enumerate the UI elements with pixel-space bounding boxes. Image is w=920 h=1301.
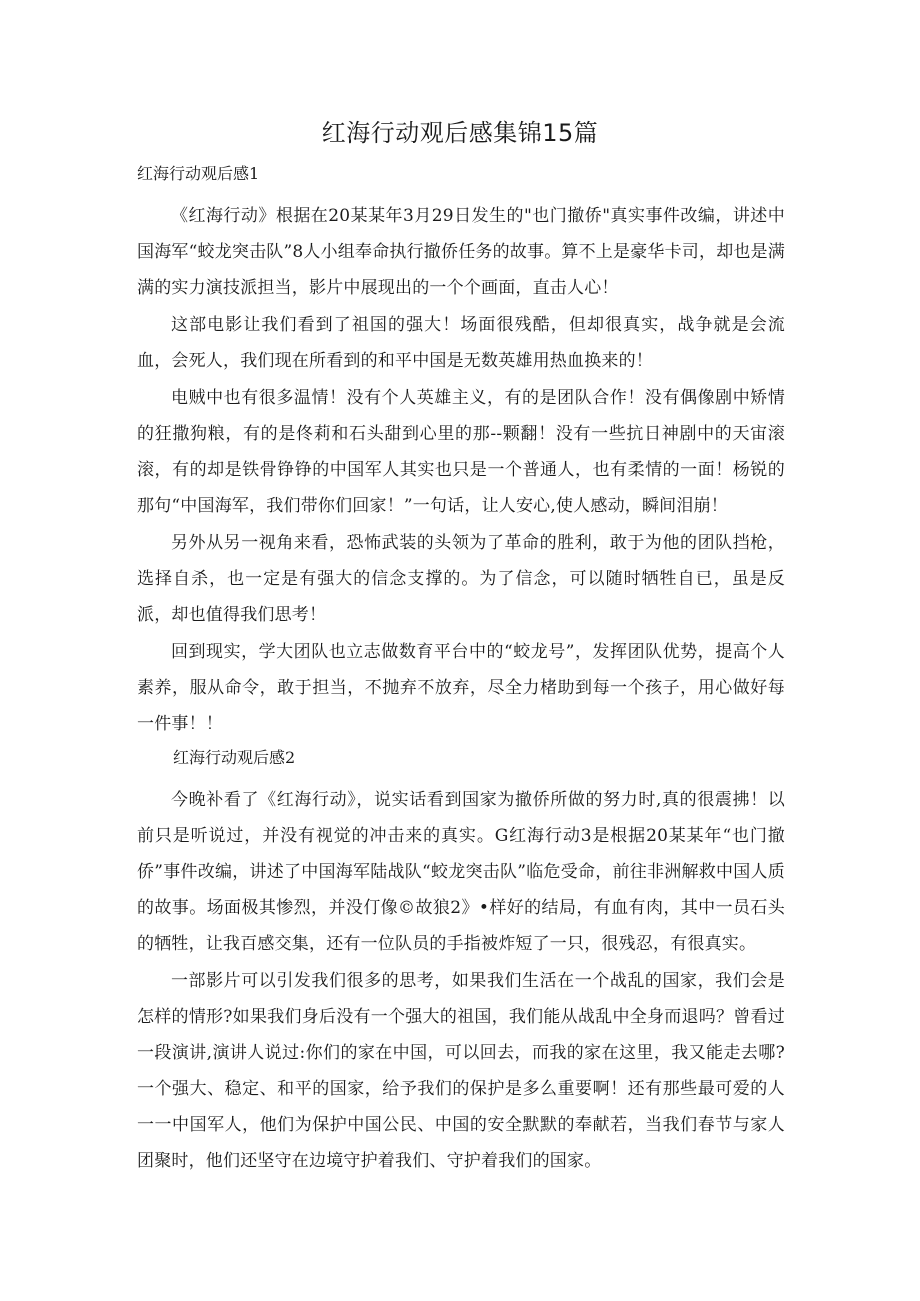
section-heading-2: 红海行动观后感2	[173, 748, 296, 767]
paragraph: 《红海行动》根据在20某某年3月29日发生的"也门撤侨"真实事件改编，讲述中国海军“蛟龙突击队”8人小组奉命执行撤侨任务的故事。算不上是豪华卡司，却也是满满的实力演技派担当，影片中展现出的一个个画面，直击人心！	[137, 206, 785, 298]
paragraph: 电贼中也有很多温情！没有个人英雄主义，有的是团队合作！没有偶像剧中矫情的狂撒狗粮，有的是佟莉和石头甜到心里的那--颗翻！没有一些抗日神剧中的天宙滚滚，有的却是铁骨铮铮的中国军人其实也只是一个普通人，也有柔情的一面！杨锐的那句“中国海军，我们带你们回家！”一句话，让人安心,使人感动，瞬间泪崩！	[137, 388, 785, 516]
paragraph: 一部影片可以引发我们很多的思考，如果我们生活在一个战乱的国家，我们会是怎样的情形?如果我们身后没有一个强大的祖国，我们能从战乱中全身而退吗？曾看过一段演讲,演讲人说过:你们的家在中国，可以回去，而我的家在这里，我又能走去哪?一个强大、稳定、和平的国家，给予我们的保护是多么重要啊！还有那些最可爱的人一一中国军人，他们为保护中国公民、中国的安全默默的奉献若，当我们春节与家人团聚时，他们还坚守在边境守护着我们、守护着我们的国家。	[137, 971, 785, 1171]
paragraph: 回到现实，学大团队也立志做数育平台中的“蛟龙号”，发挥团队优势，提高个人素养，服从命令，敢于担当，不抛弃不放弃，尽全力楮助到每一个孩子，用心做好每一件事！！	[137, 642, 785, 734]
paragraph: 这部电影让我们看到了祖国的强大！场面很残酷，但却很真实，战争就是会流血，会死人，我们现在所看到的和平中国是无数英雄用热血换来的！	[137, 315, 785, 371]
paragraph: 另外从另一视角来看，恐怖武装的头领为了革命的胜利，敢于为他的团队挡枪，选择自杀，也一定是有强大的信念支撑的。为了信念，可以随时牺牲自已，虽是反派，却也值得我们思考！	[137, 533, 785, 625]
paragraph: 今晚补看了《红海行动》，说实话看到国家为撤侨所做的努力时,真的很震拂！以前只是听说过，并没有视觉的冲击来的真实。G红海行动3是根据20某某年“也门撤侨”事件改编，讲述了中国海军陆战队“蛟龙突击队”临危受命，前往非洲解救中国人质的故事。场面极其惨烈，并没仃像©故狼2》•样好的结局，有血有肉，其中一员石头的牺牲，让我百感交集，还有一位队员的手指被炸短了一只，很残忍，有很真实。	[137, 790, 785, 954]
document-title: 红海行动观后感集锦15篇	[321, 119, 599, 147]
document-body	[137, 160, 785, 1180]
section-heading-1: 红海行动观后感1	[137, 164, 260, 183]
